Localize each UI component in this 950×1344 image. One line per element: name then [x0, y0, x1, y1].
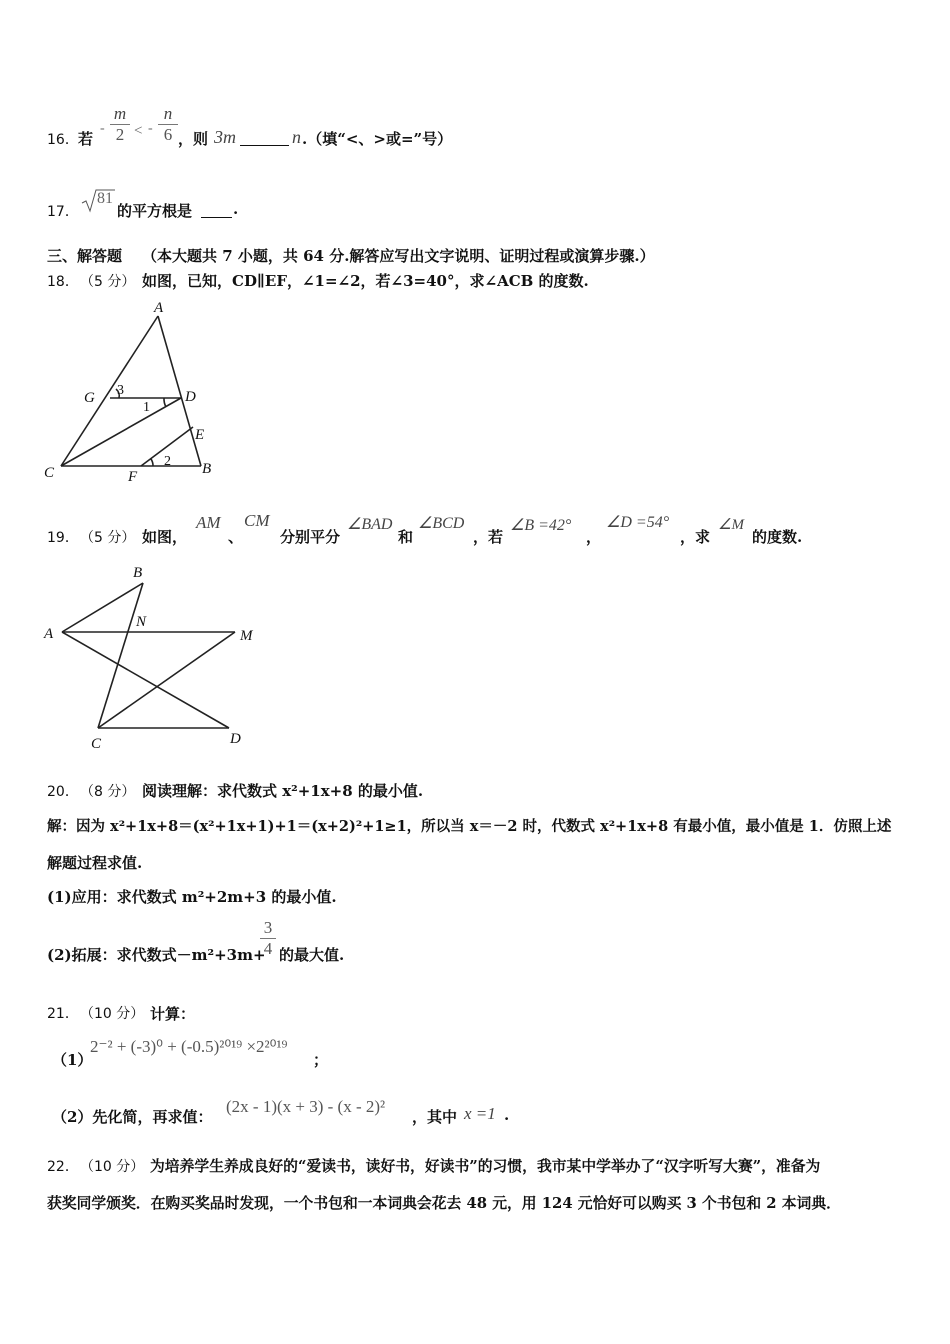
- q21-number: 21．: [47, 1006, 79, 1022]
- label-C: C: [44, 465, 55, 481]
- q19-geometry-figure: [40, 560, 270, 755]
- q22-number: 22．: [47, 1159, 79, 1175]
- label-D: D: [230, 731, 241, 747]
- q18-geometry-figure: [40, 298, 230, 488]
- q19-comma-2: ，: [586, 528, 602, 546]
- q16-ruo: 若: [78, 130, 94, 148]
- q20-frac-4: 4: [263, 939, 273, 958]
- q21-part-2-mid: ，其中: [412, 1108, 458, 1126]
- q20-part-1: (1)应用：求代数式 m²+2m+3 的最小值.: [47, 888, 337, 906]
- q16-frac-6: 6: [163, 125, 173, 144]
- angle-1-arc: [164, 398, 166, 407]
- q20-solution-line-1: 解：因为 x²+1x+8＝(x²+1x+1)+1＝(x+2)²+1≥1，所以当 x＝－2 时，代数式 x²+1x+8 有最小值，最小值是 1．仿照上述: [47, 818, 892, 835]
- q20-score: （8 分）: [80, 784, 136, 800]
- q21-part-2-label: （2）先化简，再求值：: [52, 1108, 213, 1126]
- q21-score: （10 分）: [80, 1006, 145, 1022]
- label-F: F: [128, 469, 138, 485]
- q19-angle-M: ∠M: [718, 517, 744, 533]
- q19-angle-D-value: ∠D =54°: [606, 514, 670, 531]
- q17-end: .: [233, 200, 239, 218]
- label-angle-1: 1: [143, 400, 150, 415]
- q19-comma-1: 、: [228, 528, 244, 546]
- q22-score: （10 分）: [80, 1159, 145, 1175]
- q20-fraction-3-over-4: [260, 918, 276, 959]
- q18-number: 18．: [47, 274, 79, 290]
- q22-line-2: 获奖同学颁奖．在购买奖品时发现，一个书包和一本词典会花去 48 元，用 124 元恰好可以购买 3 个书包和 2 本词典．: [47, 1195, 841, 1212]
- label-B: B: [202, 461, 212, 477]
- q17-radicand: 81: [97, 190, 113, 207]
- label-B: B: [133, 565, 143, 581]
- line-AD: [62, 632, 229, 728]
- q19-angle-BAD: ∠BAD: [347, 516, 393, 533]
- q19-ruo: ，若: [473, 528, 504, 546]
- q21-part-1-end: ；: [313, 1051, 329, 1069]
- q19-angle-B-value: ∠B =42°: [510, 517, 572, 534]
- q19-tail: 的度数.: [752, 528, 803, 546]
- q19-CM: CM: [244, 511, 270, 530]
- q16-n: n: [292, 127, 301, 147]
- q16-3m: 3m: [214, 127, 236, 147]
- label-angle-3: 3: [117, 383, 124, 398]
- q17-answer-blank[interactable]: [201, 203, 232, 222]
- label-D: D: [185, 389, 196, 405]
- q20-part-2: (2)拓展：求代数式－m²+3m+: [47, 946, 266, 964]
- q20-solution-line-2: 解题过程求值.: [47, 854, 143, 872]
- q16-fraction-n-over-6: [158, 104, 178, 145]
- q16-minus-2: -: [148, 121, 153, 136]
- q21-part-1-expression: 2⁻² + (-3)⁰ + (-0.5)²⁰¹⁹ ×2²⁰¹⁹: [90, 1037, 288, 1056]
- q16-frac-m: m: [113, 104, 127, 123]
- q20-number: 20．: [47, 784, 79, 800]
- q16-frac-n: n: [163, 104, 173, 123]
- line-CM: [98, 632, 235, 728]
- line-CD: [61, 398, 181, 466]
- q21-part-2-condition: x =1: [464, 1104, 496, 1123]
- q18-text: 如图，已知，CD∥EF，∠1=∠2，若∠3=40°，求∠ACB 的度数.: [142, 272, 589, 290]
- q19-angle-BCD: ∠BCD: [418, 515, 465, 532]
- q16-fraction-m-over-2: [110, 104, 130, 145]
- q19-split: 分别平分: [280, 528, 341, 546]
- label-E: E: [195, 427, 205, 443]
- label-G: G: [84, 390, 95, 406]
- q16-minus-1: -: [100, 121, 105, 136]
- q16-less-than: <: [134, 123, 143, 139]
- q18-score: （5 分）: [80, 274, 136, 290]
- q21-title: 计算：: [150, 1005, 196, 1023]
- q20-title: 阅读理解：求代数式 x²+1x+8 的最小值.: [142, 782, 424, 800]
- section-3-title: 三、解答题: [47, 247, 123, 265]
- q19-and: 和: [398, 528, 414, 546]
- line-BC: [98, 583, 143, 728]
- label-C: C: [91, 736, 102, 752]
- q20-frac-3: 3: [263, 918, 273, 937]
- angle-2-arc: [151, 459, 153, 466]
- q19-AM: AM: [196, 513, 221, 532]
- q16-number: 16．: [47, 132, 79, 148]
- q17-number: 17．: [47, 204, 79, 220]
- q16-ze: ，则: [178, 130, 209, 148]
- q21-part-1-label: （1）: [52, 1051, 93, 1069]
- q19-number: 19．: [47, 530, 79, 546]
- q17-text: 的平方根是: [117, 202, 193, 220]
- section-3-description: （本大题共 7 小题，共 64 分.解答应写出文字说明、证明过程或演算步骤.）: [142, 247, 655, 265]
- q16-tail: .（填“<、>或=”号）: [302, 130, 453, 148]
- q16-frac-2: 2: [115, 125, 125, 144]
- label-M: M: [240, 628, 253, 644]
- label-A: A: [44, 626, 54, 642]
- q19-rutu: 如图，: [142, 528, 188, 546]
- q20-part-2-tail: 的最大值.: [279, 946, 345, 964]
- q19-qiu: ，求: [680, 528, 711, 546]
- line-AC: [61, 316, 158, 466]
- q21-part-2-end: .: [504, 1106, 510, 1124]
- q16-answer-blank[interactable]: [240, 131, 289, 150]
- q19-score: （5 分）: [80, 530, 136, 546]
- label-A: A: [154, 300, 164, 316]
- label-angle-2: 2: [164, 454, 171, 469]
- label-N: N: [136, 614, 147, 630]
- q21-part-2-expression: (2x - 1)(x + 3) - (x - 2)²: [226, 1097, 386, 1116]
- q22-line-1: 为培养学生养成良好的“爱读书，读好书，好读书”的习惯，我市某中学举办了“汉字听写大赛”，准备为: [150, 1158, 821, 1175]
